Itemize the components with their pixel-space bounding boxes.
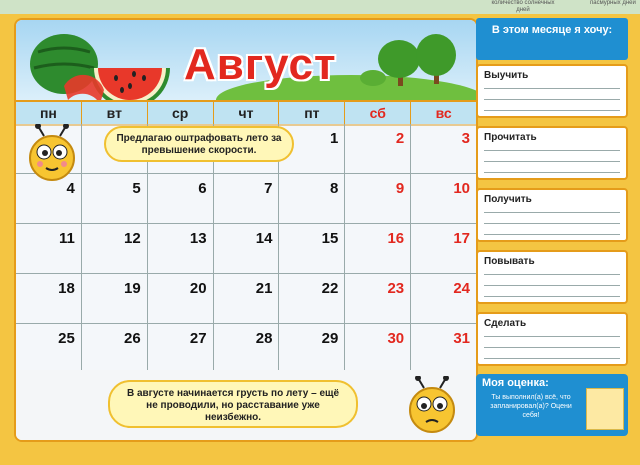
day-number: 21: [255, 280, 273, 297]
evaluation-question: Ты выполнил(а) всё, что запланировал(а)? Оцени себя!: [490, 394, 572, 419]
day-number: 29: [321, 330, 339, 347]
week-row: [16, 224, 476, 274]
day-number: 15: [321, 230, 339, 247]
day-number: 8: [329, 180, 339, 197]
weekday-label: ср: [148, 102, 214, 124]
writing-line: [484, 336, 620, 337]
plan-item[interactable]: [476, 126, 628, 180]
day-number: 22: [321, 280, 339, 297]
day-cell[interactable]: [411, 274, 476, 323]
day-number: 1: [329, 130, 339, 147]
day-number: 19: [124, 280, 141, 297]
writing-line: [484, 150, 620, 151]
day-cell[interactable]: [345, 274, 411, 323]
day-cell[interactable]: [411, 124, 476, 173]
sunny-days-legend: количество солнечных дней: [491, 0, 555, 13]
tree-icon: [416, 34, 456, 76]
writing-line: [484, 161, 620, 162]
day-number: 6: [198, 180, 207, 197]
day-cell[interactable]: [279, 324, 345, 373]
day-cell[interactable]: [411, 324, 476, 373]
writing-line: [484, 234, 620, 235]
speech-bubble-bottom: В августе начинается грусть по лету – ещё не проводили, но расставание уже неизбежно.: [108, 380, 358, 428]
plan-item-label: Сделать: [484, 318, 527, 329]
day-number: 16: [387, 230, 405, 247]
day-cell[interactable]: [16, 274, 82, 323]
day-cell[interactable]: [345, 174, 411, 223]
day-cell[interactable]: [148, 174, 214, 223]
day-cell[interactable]: [82, 274, 148, 323]
day-cell[interactable]: [16, 324, 82, 373]
day-cell[interactable]: [82, 224, 148, 273]
day-number: 4: [66, 180, 75, 197]
day-cell[interactable]: [148, 224, 214, 273]
month-title: Август: [184, 40, 337, 89]
day-number: 12: [124, 230, 141, 247]
watermelon-icon: [24, 24, 174, 108]
day-cell[interactable]: [214, 274, 280, 323]
weekday-header: [16, 100, 476, 126]
day-cell[interactable]: [279, 224, 345, 273]
calendar-panel: [14, 18, 478, 442]
day-cell[interactable]: [345, 324, 411, 373]
plan-item-label: Выучить: [484, 70, 529, 81]
evaluation-grade-field[interactable]: [586, 388, 624, 430]
day-number: 2: [395, 130, 405, 147]
weekday-label: чт: [214, 102, 280, 124]
plan-item[interactable]: [476, 188, 628, 242]
evaluation-title: Моя оценка:: [482, 377, 549, 389]
plan-item-label: Получить: [484, 194, 532, 205]
day-number: 10: [453, 180, 471, 197]
writing-line: [484, 88, 620, 89]
day-number: 30: [387, 330, 405, 347]
writing-line: [484, 212, 620, 213]
day-cell[interactable]: [345, 224, 411, 273]
bee-mascot-icon: [24, 124, 80, 184]
day-number: 25: [58, 330, 75, 347]
day-number: 3: [461, 130, 471, 147]
bush-icon: [360, 70, 386, 86]
day-cell[interactable]: [279, 174, 345, 223]
day-cell[interactable]: [214, 324, 280, 373]
day-number: 7: [264, 180, 273, 197]
sky-banner: [16, 20, 476, 100]
plan-item[interactable]: [476, 64, 628, 118]
plans-panel: [476, 18, 628, 438]
plans-header: В этом месяце я хочу:: [476, 18, 628, 60]
day-number: 28: [255, 330, 273, 347]
writing-line: [484, 358, 620, 359]
day-cell[interactable]: [148, 274, 214, 323]
weekday-label: пн: [16, 102, 82, 124]
writing-line: [484, 223, 620, 224]
day-number: 26: [124, 330, 141, 347]
self-evaluation-box: [476, 374, 628, 436]
plan-item[interactable]: [476, 250, 628, 304]
weekday-label: вс: [435, 105, 452, 121]
day-cell[interactable]: [411, 224, 476, 273]
day-cell[interactable]: [148, 324, 214, 373]
day-number: 13: [189, 230, 207, 247]
plan-item-label: Повывать: [484, 256, 535, 267]
day-number: 18: [58, 280, 75, 297]
day-number: 24: [453, 280, 471, 297]
day-cell[interactable]: [279, 274, 345, 323]
day-number: 5: [132, 180, 141, 197]
day-cell[interactable]: [82, 174, 148, 223]
day-cell[interactable]: [16, 224, 82, 273]
week-row: [16, 324, 476, 374]
writing-line: [484, 110, 620, 111]
day-number: 31: [453, 330, 471, 347]
cloudy-days-legend: пасмурных дней: [590, 0, 636, 6]
weekday-label: вт: [82, 102, 148, 124]
writing-line: [484, 274, 620, 275]
week-row: [16, 174, 476, 224]
plan-item-label: Прочитать: [484, 132, 537, 143]
day-number: 17: [453, 230, 471, 247]
weekday-label: пт: [279, 102, 345, 124]
day-number: 27: [189, 330, 207, 347]
day-cell[interactable]: [214, 174, 280, 223]
tree-icon: [378, 40, 420, 78]
writing-line: [484, 285, 620, 286]
day-number: 23: [387, 280, 405, 297]
day-cell[interactable]: [411, 174, 476, 223]
day-number: 14: [255, 230, 273, 247]
writing-line: [484, 296, 620, 297]
day-number: 20: [189, 280, 207, 297]
writing-line: [484, 347, 620, 348]
day-cell[interactable]: [345, 124, 411, 173]
day-cell[interactable]: [214, 224, 280, 273]
speech-bubble-top: Предлагаю оштрафовать лето за превышение скорости.: [104, 126, 294, 162]
bee-mascot-icon: [404, 376, 460, 436]
day-number: 11: [59, 230, 75, 247]
day-number: 9: [395, 180, 405, 197]
weekday-label: сб: [345, 102, 411, 124]
writing-line: [484, 172, 620, 173]
top-strip: [0, 0, 640, 14]
day-cell[interactable]: [82, 324, 148, 373]
writing-line: [484, 99, 620, 100]
plan-item[interactable]: [476, 312, 628, 366]
week-row: [16, 274, 476, 324]
